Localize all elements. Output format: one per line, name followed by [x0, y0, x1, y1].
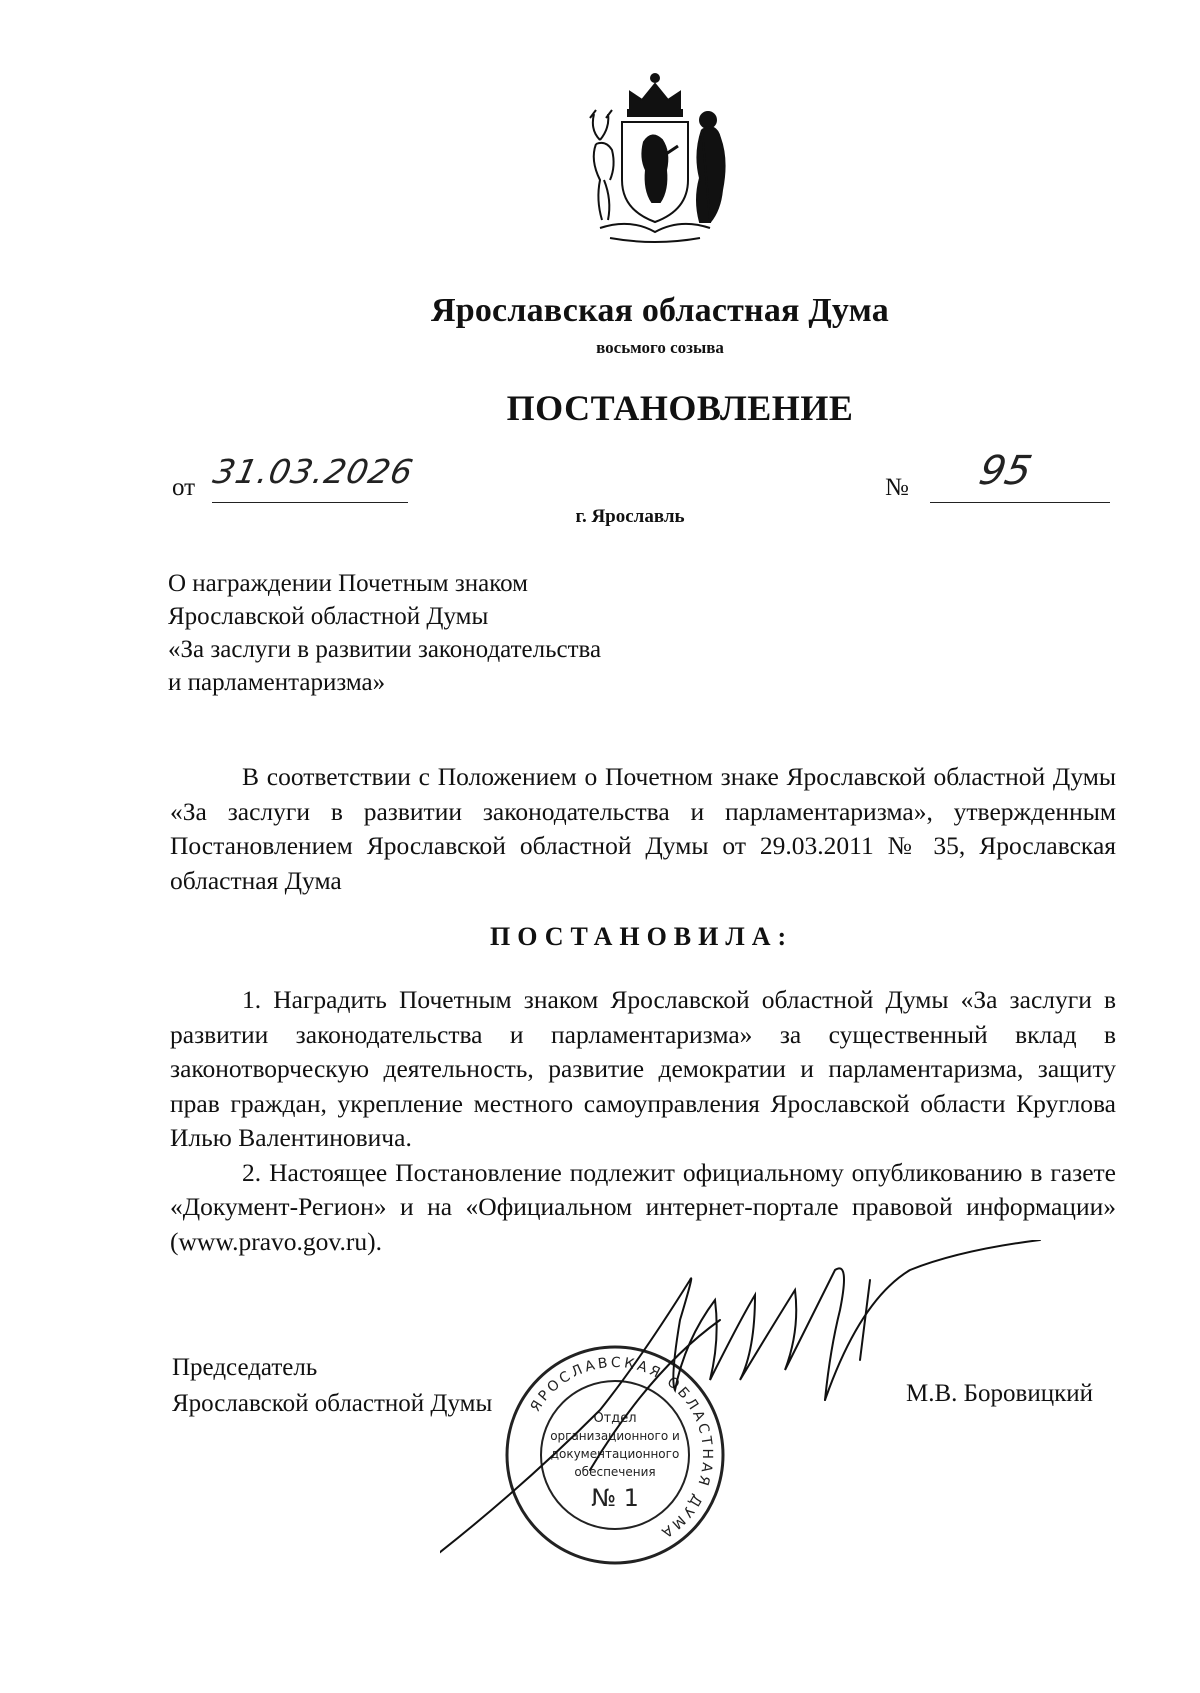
- decree-item: 2. Настоящее Постановление подлежит официальному опубликованию в газете «Документ-Регион» и на «Официальном интернет-портале правовой информации» (www.pravo.gov.ru).: [170, 1157, 1116, 1256]
- date-prefix: от: [172, 474, 196, 501]
- preamble: В соответствии с Положением о Почетном знаке Ярославской областной Думы «За заслуги в развитии законодательства и парламентаризма», утвержденным Постановлением Ярославской областной Думы от 29.03.2011 № 35, Ярославская областная Дума: [170, 762, 1116, 895]
- decree-items: [170, 983, 1116, 1259]
- decree-item: 1. Наградить Почетным знаком Ярославской областной Думы «За заслуги в развитии законодательства и парламентаризма» за существенный вклад в законотворческую деятельность, развитие демократии и парламентаризма, защиту прав граждан, укрепление местного самоуправления Ярославской области Круглова Илью Валентиновича.: [170, 985, 1116, 1152]
- decree-word: ПОСТАНОВИЛА:: [490, 922, 794, 951]
- signer-title-line: Председатель: [172, 1354, 318, 1381]
- stamp-number: № 1: [591, 1484, 639, 1512]
- date-underline: [212, 502, 408, 503]
- subject-line: «За заслуги в развитии законодательства: [168, 636, 602, 663]
- stamp-line: документационного: [550, 1447, 680, 1461]
- number-value: 95: [975, 448, 1036, 494]
- document-subject: [168, 567, 728, 699]
- signer-name: М.В. Боровицкий: [906, 1380, 1093, 1407]
- subject-line: и парламентаризма»: [168, 669, 386, 696]
- number-underline: [930, 502, 1110, 503]
- stamp-ring-text: ЯРОСЛАВСКАЯ ОБЛАСТНАЯ ДУМА: [527, 1354, 716, 1542]
- stamp-line: организационного и: [550, 1429, 680, 1443]
- subject-line: Ярославской областной Думы: [168, 603, 489, 630]
- authority-name: Ярославская областная Дума: [430, 292, 890, 329]
- signer-title-line: Ярославской областной Думы: [172, 1390, 493, 1417]
- convocation: восьмого созыва: [596, 338, 724, 357]
- coat-of-arms-icon: [560, 70, 750, 250]
- date-value: 31.03.2026: [209, 452, 418, 491]
- stamp-line: Отдел: [593, 1411, 637, 1426]
- stamp-line: обеспечения: [574, 1465, 656, 1479]
- handwritten-signature: [440, 1240, 1080, 1570]
- number-prefix: №: [885, 474, 909, 501]
- subject-line: О награждении Почетным знаком: [168, 570, 528, 597]
- city: г. Ярославль: [575, 506, 685, 527]
- document-type: ПОСТАНОВЛЕНИЕ: [506, 388, 854, 428]
